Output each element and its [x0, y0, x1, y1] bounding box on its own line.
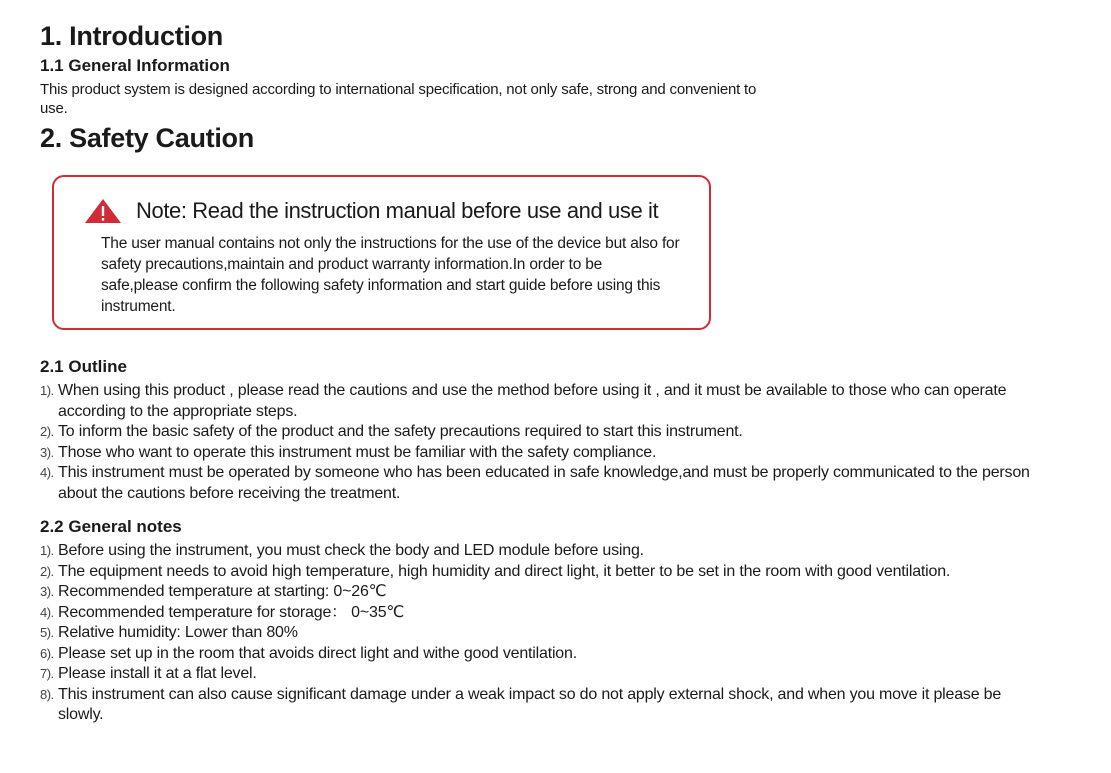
- list-item-text: Please set up in the room that avoids direct light and withe good ventilation.: [58, 644, 577, 662]
- list-item-number: 3).: [40, 584, 54, 599]
- list-item: [40, 463, 1040, 504]
- introduction-heading: 1. Introduction: [40, 21, 223, 51]
- note-title: Note: Read the instruction manual before use and use it: [136, 198, 659, 223]
- list-item: [40, 381, 1040, 422]
- list-item-text: Recommended temperature at starting: 0~26℃: [58, 583, 387, 600]
- general-information-text: This product system is designed according to international specification, not only safe, strong and convenient to use.: [40, 81, 757, 117]
- list-item-number: 6).: [40, 645, 54, 661]
- list-item-number: 3).: [40, 444, 54, 460]
- safety-note-box: [52, 175, 711, 330]
- list-item-text: This instrument can also cause significant damage under a weak impact so do not apply external shock, and when you move it please be slowly.: [58, 685, 1002, 723]
- general-notes-heading: 2.2 General notes: [40, 517, 182, 536]
- outline-heading: 2.1 Outline: [40, 357, 127, 376]
- list-item-number: 4).: [40, 604, 54, 620]
- list-item: [40, 623, 1040, 644]
- list-item-text: Relative humidity: Lower than 80%: [58, 624, 298, 641]
- list-item-text: To inform the basic safety of the product and the safety precautions required to start this instrument.: [58, 423, 743, 440]
- outline-section: [40, 355, 1040, 504]
- note-body: The user manual contains not only the instructions for the use of the device but also for safety precautions,maintain and product warranty information.In order to be safe,please confirm the following safety information and start guide before using this instrument.: [101, 235, 680, 315]
- list-item-number: 8).: [40, 686, 54, 702]
- list-item-text: The equipment needs to avoid high temperature, high humidity and direct light, it better to be set in the room with good ventilation.: [58, 562, 951, 580]
- manual-page: [40, 18, 1080, 723]
- list-item-number: 1).: [40, 383, 54, 398]
- list-item-text: Those who want to operate this instrument must be familiar with the safety compliance.: [58, 443, 657, 461]
- list-item-number: 1).: [40, 543, 54, 558]
- general-notes-section: [40, 515, 1040, 726]
- list-item-text: When using this product , please read the cautions and use the method before using it , and it must be available to those who can operate according to the appropriate steps.: [58, 382, 1007, 420]
- list-item: [40, 664, 1040, 685]
- list-item: [40, 422, 1040, 443]
- list-item: [40, 644, 1040, 665]
- list-item: [40, 562, 1040, 583]
- list-item: [40, 541, 1040, 562]
- note-header: [84, 197, 658, 225]
- list-item-text: Recommended temperature for storage： 0~35℃: [58, 603, 405, 621]
- list-item-text: Before using the instrument, you must check the body and LED module before using.: [58, 542, 644, 559]
- list-item-number: 5).: [40, 625, 54, 640]
- outline-list: [40, 381, 1040, 504]
- list-item-text: This instrument must be operated by someone who has been educated in safe knowledge,and must be properly communicated to the person about the cautions before receiving the treatment.: [58, 464, 1030, 502]
- safety-caution-heading: 2. Safety Caution: [40, 123, 254, 153]
- list-item-text: Please install it at a flat level.: [58, 665, 257, 682]
- list-item-number: 2).: [40, 563, 54, 579]
- list-item: [40, 443, 1040, 464]
- list-item: [40, 685, 1040, 726]
- list-item: [40, 582, 1040, 603]
- warning-triangle-icon: [84, 198, 122, 224]
- general-information-heading: 1.1 General Information: [40, 56, 230, 75]
- list-item-number: 4).: [40, 465, 54, 480]
- general-notes-list: [40, 541, 1040, 726]
- list-item-number: 2).: [40, 424, 54, 439]
- list-item-number: 7).: [40, 666, 54, 681]
- list-item: [40, 603, 1040, 624]
